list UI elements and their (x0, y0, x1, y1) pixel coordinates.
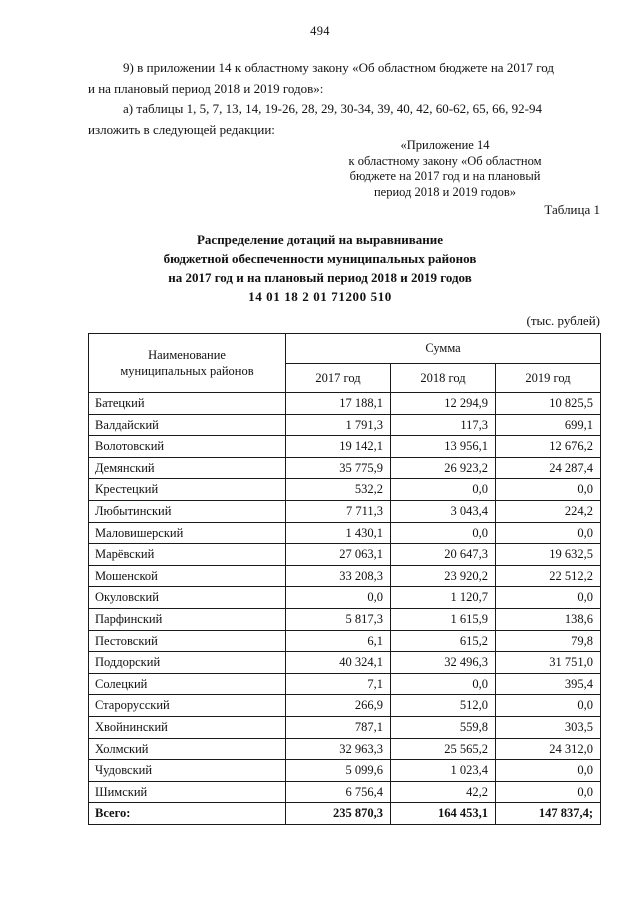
title-line-2: бюджетной обеспеченности муниципальных районов (163, 251, 477, 266)
row-value-2019: 19 632,5 (496, 544, 601, 566)
table-row (89, 760, 601, 782)
title-line-1: Распределение дотаций на выравнивание (196, 232, 444, 247)
table-header (89, 334, 601, 393)
appendix-line-2: к областному закону «Об областном (348, 153, 542, 168)
table-row (89, 781, 601, 803)
row-value-2018: 42,2 (391, 781, 496, 803)
row-value-2018: 32 496,3 (391, 652, 496, 674)
body-text-block (88, 58, 554, 140)
row-value-2018: 3 043,4 (391, 500, 496, 522)
column-header-2018: 2018 год (391, 363, 496, 393)
appendix-line-1: «Приложение 14 (400, 138, 490, 152)
table-row (89, 673, 601, 695)
row-value-2019: 24 287,4 (496, 457, 601, 479)
row-value-2017: 27 063,1 (286, 544, 391, 566)
row-name: Пестовский (89, 630, 286, 652)
row-name: Поддорский (89, 652, 286, 674)
table-header-row-1 (89, 334, 601, 364)
units-label: (тыс. рублей) (526, 313, 600, 328)
row-name: Марёвский (89, 544, 286, 566)
row-name: Хвойнинский (89, 716, 286, 738)
page-number: 494 (310, 24, 330, 38)
row-value-2019: 224,2 (496, 500, 601, 522)
row-name: Парфинский (89, 608, 286, 630)
row-value-2017: 266,9 (286, 695, 391, 717)
table-row (89, 522, 601, 544)
paragraph-9: 9) в приложении 14 к областному закону «Об областном бюджете на 2017 год и на плановый период 2018 и 2019 годов»: (88, 60, 554, 96)
row-value-2019: 0,0 (496, 479, 601, 501)
row-name: Шимский (89, 781, 286, 803)
table-row (89, 738, 601, 760)
row-value-2019: 0,0 (496, 781, 601, 803)
row-value-2018: 1 615,9 (391, 608, 496, 630)
row-value-2017: 7 711,3 (286, 500, 391, 522)
row-value-2018: 559,8 (391, 716, 496, 738)
table-row (89, 630, 601, 652)
row-value-2017: 19 142,1 (286, 436, 391, 458)
column-header-2019: 2019 год (496, 363, 601, 393)
row-name: Демянский (89, 457, 286, 479)
row-value-2018: 13 956,1 (391, 436, 496, 458)
row-value-2018: 23 920,2 (391, 565, 496, 587)
row-value-2017: 6 756,4 (286, 781, 391, 803)
row-value-2019: 138,6 (496, 608, 601, 630)
row-value-2018: 1 023,4 (391, 760, 496, 782)
row-value-2019: 31 751,0 (496, 652, 601, 674)
row-name: Окуловский (89, 587, 286, 609)
total-label: Всего: (89, 803, 286, 825)
row-name: Валдайский (89, 414, 286, 436)
row-value-2019: 303,5 (496, 716, 601, 738)
row-value-2019: 10 825,5 (496, 393, 601, 415)
appendix-reference-block (330, 138, 560, 200)
appendix-line-4: период 2018 и 2019 годов» (373, 184, 517, 199)
column-header-2017: 2017 год (286, 363, 391, 393)
table-row (89, 652, 601, 674)
row-value-2018: 25 565,2 (391, 738, 496, 760)
row-value-2017: 5 099,6 (286, 760, 391, 782)
total-value-2019: 147 837,4; (496, 803, 601, 825)
table-row (89, 695, 601, 717)
row-value-2017: 7,1 (286, 673, 391, 695)
title-budget-code: 14 01 18 2 01 71200 510 (248, 289, 392, 304)
row-value-2018: 615,2 (391, 630, 496, 652)
table-body (89, 393, 601, 825)
row-name: Крестецкий (89, 479, 286, 501)
column-header-name-line-2: муниципальных районов (120, 364, 254, 378)
row-value-2018: 12 294,9 (391, 393, 496, 415)
table-row (89, 393, 601, 415)
table-row (89, 587, 601, 609)
appendix-line-3: бюджете на 2017 год и на плановый (349, 169, 541, 183)
table-row (89, 457, 601, 479)
table-row (89, 716, 601, 738)
row-value-2018: 0,0 (391, 673, 496, 695)
table-row (89, 414, 601, 436)
row-value-2018: 117,3 (391, 414, 496, 436)
row-name: Маловишерский (89, 522, 286, 544)
paragraph-a: а) таблицы 1, 5, 7, 13, 14, 19-26, 28, 29, 30-34, 39, 40, 42, 60-62, 65, 66, 92-94 изложить в следующей редакции: (88, 101, 542, 137)
row-value-2017: 1 791,3 (286, 414, 391, 436)
row-name: Солецкий (89, 673, 286, 695)
row-value-2019: 0,0 (496, 587, 601, 609)
row-value-2017: 787,1 (286, 716, 391, 738)
row-value-2019: 0,0 (496, 522, 601, 544)
column-header-group-sum: Сумма (286, 334, 601, 364)
row-name: Любытинский (89, 500, 286, 522)
table-row (89, 544, 601, 566)
row-name: Волотовский (89, 436, 286, 458)
row-value-2017: 32 963,3 (286, 738, 391, 760)
document-title (70, 230, 570, 306)
row-value-2019: 0,0 (496, 695, 601, 717)
allocations-table (88, 333, 601, 825)
row-value-2019: 699,1 (496, 414, 601, 436)
row-name: Мошенской (89, 565, 286, 587)
row-name: Старорусский (89, 695, 286, 717)
row-value-2017: 40 324,1 (286, 652, 391, 674)
total-value-2017: 235 870,3 (286, 803, 391, 825)
row-value-2018: 26 923,2 (391, 457, 496, 479)
row-value-2017: 1 430,1 (286, 522, 391, 544)
table-label: Таблица 1 (544, 202, 600, 217)
row-value-2017: 0,0 (286, 587, 391, 609)
row-value-2019: 79,8 (496, 630, 601, 652)
table-total-row (89, 803, 601, 825)
row-value-2017: 5 817,3 (286, 608, 391, 630)
total-value-2018: 164 453,1 (391, 803, 496, 825)
row-value-2018: 20 647,3 (391, 544, 496, 566)
table-row (89, 565, 601, 587)
table-row (89, 500, 601, 522)
row-value-2018: 0,0 (391, 479, 496, 501)
row-name: Батецкий (89, 393, 286, 415)
row-value-2018: 512,0 (391, 695, 496, 717)
row-value-2019: 0,0 (496, 760, 601, 782)
row-value-2019: 395,4 (496, 673, 601, 695)
row-value-2017: 33 208,3 (286, 565, 391, 587)
row-value-2017: 6,1 (286, 630, 391, 652)
row-value-2017: 35 775,9 (286, 457, 391, 479)
row-value-2019: 24 312,0 (496, 738, 601, 760)
row-value-2019: 12 676,2 (496, 436, 601, 458)
row-name: Холмский (89, 738, 286, 760)
row-value-2019: 22 512,2 (496, 565, 601, 587)
row-value-2018: 0,0 (391, 522, 496, 544)
table-row (89, 479, 601, 501)
row-value-2017: 17 188,1 (286, 393, 391, 415)
row-name: Чудовский (89, 760, 286, 782)
table-row (89, 436, 601, 458)
row-value-2017: 532,2 (286, 479, 391, 501)
title-line-3: на 2017 год и на плановый период 2018 и 2019 годов (168, 270, 472, 285)
column-header-name (89, 334, 286, 393)
table-row (89, 608, 601, 630)
row-value-2018: 1 120,7 (391, 587, 496, 609)
column-header-name-line-1: Наименование (148, 348, 226, 362)
